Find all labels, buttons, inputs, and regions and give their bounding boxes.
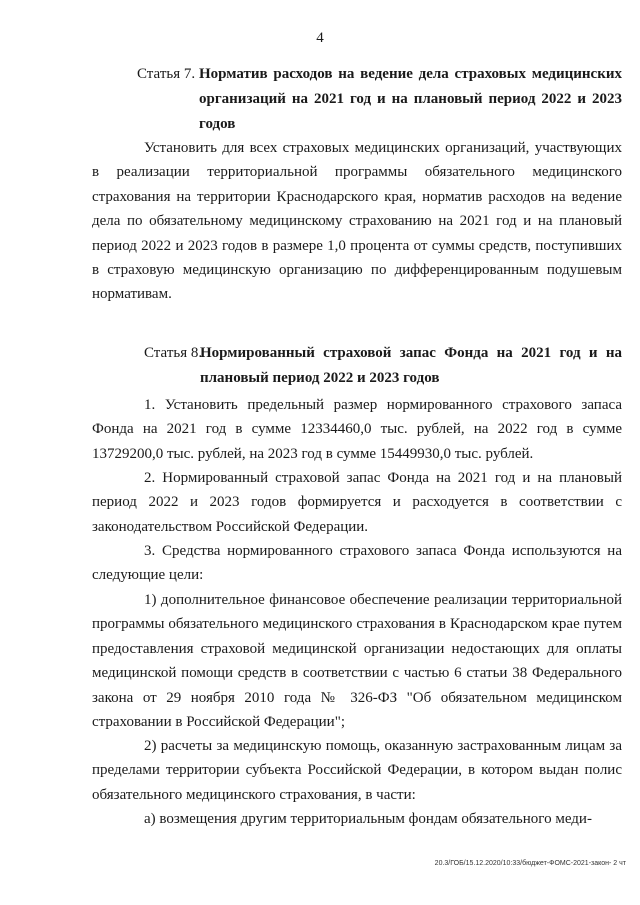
article-8-item-1: 1) дополнительное финансовое обеспечение реализации территориальной программы обязательного медицинского страхования в Краснодарском крае путем предоставления страховой медицинской организации недостающих для оплаты медицинской помощи средств в соответствии с частью 6 статьи 38 Федерального закона от 29 ноября 2010 года № 326-ФЗ "Об обязательном медицинском страховании в Российской Федерации"; <box>92 592 622 731</box>
article-7-title: Норматив расходов на ведение дела страховых медицинских организаций на 2021 год и на плановый период 2022 и 2023 годов <box>199 66 622 132</box>
article-8-paragraph-2: 2. Нормированный страховой запас Фонда на 2021 год и на плановый период 2022 и 2023 годов формируется и расходуется в соответствии с законодательством Российской Федерации. <box>92 470 622 535</box>
article-8-label: Статья 8. <box>144 345 203 361</box>
article-7-text: Установить для всех страховых медицинских организаций, участвующих в реализации территориальной программы обязательного медицинского страхования на территории Краснодарского края, норматив расходов на ведение дела по обязательному медицинскому страхованию на 2021 год и на плановый период 2022 и 2023 годов в размере 1,0 процента от суммы средств, поступивших в страховую медицинскую организацию по дифференцированным подушевым нормативам. <box>92 140 622 303</box>
article-8-paragraph-3: 3. Средства нормированного страхового запаса Фонда используются на следующие цели: <box>92 543 622 584</box>
footer-file-reference: 20.3/ГОБ/15.12.2020/10:33/бюджет-ФОМС-2021-закон- 2 чт <box>434 860 626 867</box>
article-8-title: Нормированный страховой запас Фонда на 2021 год и на плановый период 2022 и 2023 годов <box>200 345 622 386</box>
article-8-paragraph-1: 1. Установить предельный размер нормированного страхового запаса Фонда на 2021 год в сумме 12334460,0 тыс. рублей, на 2022 год в сумме 13729200,0 тыс. рублей, на 2023 год в сумме 15449930,0 тыс. рублей. <box>92 397 622 462</box>
page-number: 4 <box>316 30 324 46</box>
article-8-subitem-a: а) возмещения другим территориальным фондам обязательного меди- <box>144 811 592 827</box>
article-8-item-2: 2) расчеты за медицинскую помощь, оказанную застрахованным лицам за пределами территории субъекта Российской Федерации, в котором выдан полис обязательного медицинского страхования, в части: <box>92 738 622 803</box>
article-7-label: Статья 7. <box>137 66 196 82</box>
